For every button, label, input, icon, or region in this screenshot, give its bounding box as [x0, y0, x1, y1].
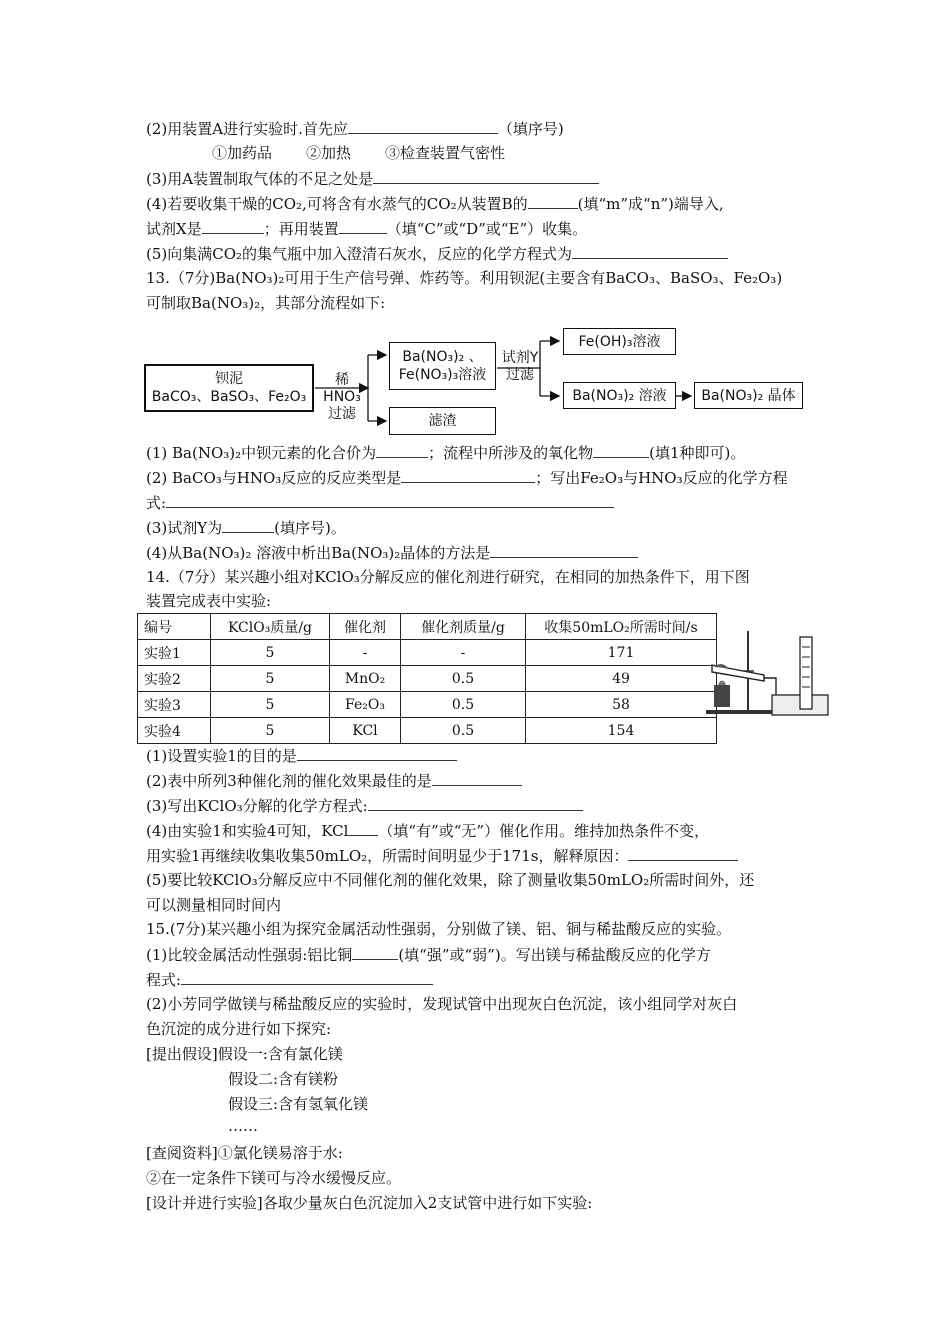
answer-blank[interactable] — [593, 442, 649, 458]
answer-blank[interactable] — [348, 820, 378, 836]
table-cell: - — [330, 640, 401, 666]
step1-op: 过滤 — [328, 406, 356, 422]
q14-s1: (1)设置实验1的目的是 — [146, 747, 297, 765]
answer-blank[interactable] — [376, 442, 428, 458]
ba-crystal-text: Ba(NO₃)₂ 晶体 — [701, 387, 796, 404]
q14-sub-2 — [146, 770, 522, 791]
q14-s2: (2)表中所列3种催化剂的催化效果最佳的是 — [146, 772, 432, 790]
residue-box — [389, 407, 496, 435]
q12-p4a-text: (4)若要收集干燥的CO₂,可将含有水蒸气的CO₂从装置B的 — [146, 195, 528, 213]
q12-p5-text: (5)向集满CO₂的集气瓶中加入澄清石灰水，反应的化学方程式为 — [146, 245, 573, 263]
table-cell: 0.5 — [401, 718, 526, 744]
ba-crystal-box — [694, 382, 803, 409]
q15-design: [设计并进行实验]各取少量灰白色沉淀加入2支试管中进行如下实验: — [146, 1194, 593, 1212]
table-cell: 49 — [526, 666, 717, 692]
table-cell: 实验3 — [138, 692, 211, 718]
table-row — [138, 692, 717, 718]
feoh-text: Fe(OH)₃溶液 — [578, 333, 661, 350]
q15-sub-2b: 色沉淀的成分进行如下探究: — [146, 1020, 332, 1038]
ba-solution-box — [563, 382, 676, 409]
q14-sub-4a — [146, 820, 709, 841]
table-row — [138, 718, 717, 744]
q13-s1c: (填1种即可)。 — [649, 444, 746, 462]
table-cell: 58 — [526, 692, 717, 718]
header-cell: 催化剂质量/g — [401, 614, 526, 640]
table-cell: Fe₂O₃ — [330, 692, 401, 718]
q14-sub-1 — [146, 745, 457, 766]
table-cell: 0.5 — [401, 666, 526, 692]
q15-s1b: 程式: — [146, 971, 182, 989]
q13-sub-4 — [146, 542, 638, 563]
q15-ellipsis: …… — [228, 1117, 258, 1135]
q14-s4a-tail: （填“有”或“无”）催化作用。维持加热条件不变， — [378, 822, 710, 840]
filtrate-line-1: Ba(NO₃)₂ 、 — [402, 349, 483, 365]
q15-hypothesis-3: 假设三:含有氢氧化镁 — [228, 1095, 369, 1113]
header-cell: 催化剂 — [330, 614, 401, 640]
q13-s2a: (2) BaCO₃与HNO₃反应的反应类型是 — [146, 469, 402, 487]
apparatus-illustration — [706, 625, 836, 717]
feoh-box — [563, 328, 676, 355]
q14-sub-3 — [146, 795, 583, 816]
q13-s4: (4)从Ba(NO₃)₂ 溶液中析出Ba(NO₃)₂晶体的方法是 — [146, 544, 491, 562]
q13-s1b: ；流程中所涉及的氧化物 — [428, 444, 594, 462]
table-row — [138, 640, 717, 666]
residue-text: 滤渣 — [428, 413, 457, 429]
q14-s4a: (4)由实验1和实验4可知，KCl — [146, 822, 349, 840]
step2-reagent: 试剂Y — [501, 350, 539, 366]
q12-p4b-tail: （填“C”或“D”或“E”）收集。 — [386, 220, 588, 238]
table-cell: 5 — [211, 692, 330, 718]
table-cell: - — [401, 640, 526, 666]
q15-info-1: [查阅资料]①氯化镁易溶于水: — [146, 1144, 343, 1162]
ba-solution-text: Ba(NO₃)₂ 溶液 — [572, 387, 667, 404]
table-cell: 5 — [211, 718, 330, 744]
option-2: ②加热 — [306, 144, 352, 162]
experiment-table — [137, 613, 717, 744]
answer-blank[interactable] — [181, 969, 433, 985]
q15-sub-1b — [146, 969, 433, 990]
answer-blank[interactable] — [432, 770, 522, 786]
q15-s1a-tail: (填“强”或“弱”)。写出镁与稀盐酸反应的化学方 — [398, 946, 711, 964]
table-cell: 0.5 — [401, 692, 526, 718]
q14-sub-4b — [146, 845, 738, 866]
q12-p3-text: (3)用A装置制取气体的不足之处是 — [146, 170, 374, 188]
answer-blank[interactable] — [490, 542, 638, 558]
q12-p2-text: (2)用装置A进行实验时.首先应 — [146, 120, 348, 138]
header-cell: KClO₃质量/g — [211, 614, 330, 640]
option-3: ③检查装置气密性 — [385, 144, 506, 162]
q14-s3: (3)写出KClO₃分解的化学方程式: — [146, 797, 368, 815]
q14-intro-2: 装置完成表中实验: — [146, 592, 272, 610]
q14-sub-5b: 可以测量相同时间内 — [146, 896, 282, 914]
q13-sub-2b — [146, 492, 614, 513]
q13-intro-1: 13.（7分)Ba(NO₃)₂可用于生产信号弹、炸药等。利用钡泥(主要含有BaCO₃、BaSO₃、Fe₂O₃) — [146, 269, 783, 287]
filtrate-line-2: Fe(NO₃)₃溶液 — [398, 367, 487, 383]
step1-label — [318, 372, 366, 423]
q13-sub-2 — [146, 467, 788, 488]
q13-s1a: (1) Ba(NO₃)₂中钡元素的化合价为 — [146, 444, 377, 462]
start-title: 钡泥 — [215, 371, 243, 387]
answer-blank[interactable] — [166, 492, 614, 508]
q15-intro: 15.(7分)某兴趣小组为探究金属活动性强弱，分别做了镁、铝、铜与稀盐酸反应的实验。 — [146, 920, 732, 938]
q14-intro-1: 14.（7分）某兴趣小组对KClO₃分解反应的催化剂进行研究，在相同的加热条件下，用下图 — [146, 568, 750, 586]
table-cell: 实验2 — [138, 666, 211, 692]
option-1: ①加药品 — [212, 144, 273, 162]
q15-sub-2a: (2)小芳同学做镁与稀盐酸反应的实验时，发现试管中出现灰白色沉淀，该小组同学对灰白 — [146, 995, 738, 1013]
answer-blank[interactable] — [352, 944, 398, 960]
q13-s2b: ；写出Fe₂O₃与HNO₃反应的化学方程 — [535, 469, 788, 487]
q15-s1a: (1)比较金属活动性强弱:铝比铜 — [146, 946, 353, 964]
table-cell: 154 — [526, 718, 717, 744]
q13-s2c: 式: — [146, 494, 167, 512]
step2-op: 过滤 — [506, 367, 534, 383]
table-cell: MnO₂ — [330, 666, 401, 692]
table-cell: 5 — [211, 666, 330, 692]
q15-hypothesis-2: 假设二:含有镁粉 — [228, 1070, 339, 1088]
table-row — [138, 666, 717, 692]
q15-hypothesis-1: [提出假设]假设一:含有氯化镁 — [146, 1045, 343, 1063]
q13-sub-1 — [146, 442, 745, 463]
answer-blank[interactable] — [222, 517, 274, 533]
q13-s3: (3)试剂Y为 — [146, 519, 223, 537]
table-cell: 5 — [211, 640, 330, 666]
answer-blank[interactable] — [297, 745, 457, 761]
table-header-row — [138, 614, 717, 640]
step2-label — [499, 350, 541, 384]
table-cell: KCl — [330, 718, 401, 744]
answer-blank[interactable] — [368, 795, 583, 811]
q14-s4b: 用实验1再继续收集收集50mLO₂，所需时间明显少于171s，解释原因： — [146, 847, 629, 865]
table-cell: 实验4 — [138, 718, 211, 744]
header-cell: 编号 — [138, 614, 211, 640]
answer-blank[interactable] — [401, 467, 535, 483]
q15-sub-1a — [146, 944, 711, 965]
q12-p4a-tail: (填“m”成“n”)端导入, — [577, 195, 724, 213]
q13-sub-3 — [146, 517, 346, 538]
table-cell: 171 — [526, 640, 717, 666]
flow-start-box — [144, 364, 314, 412]
answer-blank[interactable] — [628, 845, 738, 861]
header-cell: 收集50mLO₂所需时间/s — [526, 614, 717, 640]
step1-reagent: 稀HNO₃ — [323, 372, 361, 405]
q12-p4b-mid: ；再用装置 — [263, 220, 339, 238]
start-subtitle: BaCO₃、BaSO₃、Fe₂O₃ — [151, 389, 307, 405]
q13-s3-tail: (填序号)。 — [274, 519, 346, 537]
filtrate-box — [389, 342, 496, 390]
q12-p2-tail: （填序号) — [497, 120, 564, 138]
table-cell: 实验1 — [138, 640, 211, 666]
q15-info-2: ②在一定条件下镁可与冷水缓慢反应。 — [146, 1169, 402, 1187]
q14-sub-5a: (5)要比较KClO₃分解反应中不同催化剂的催化效果，除了测量收集50mLO₂所需时间外，还 — [146, 871, 755, 889]
q12-p4b-text: 试剂X是 — [146, 220, 202, 238]
q13-intro-2: 可制取Ba(NO₃)₂，其部分流程如下: — [146, 294, 386, 312]
